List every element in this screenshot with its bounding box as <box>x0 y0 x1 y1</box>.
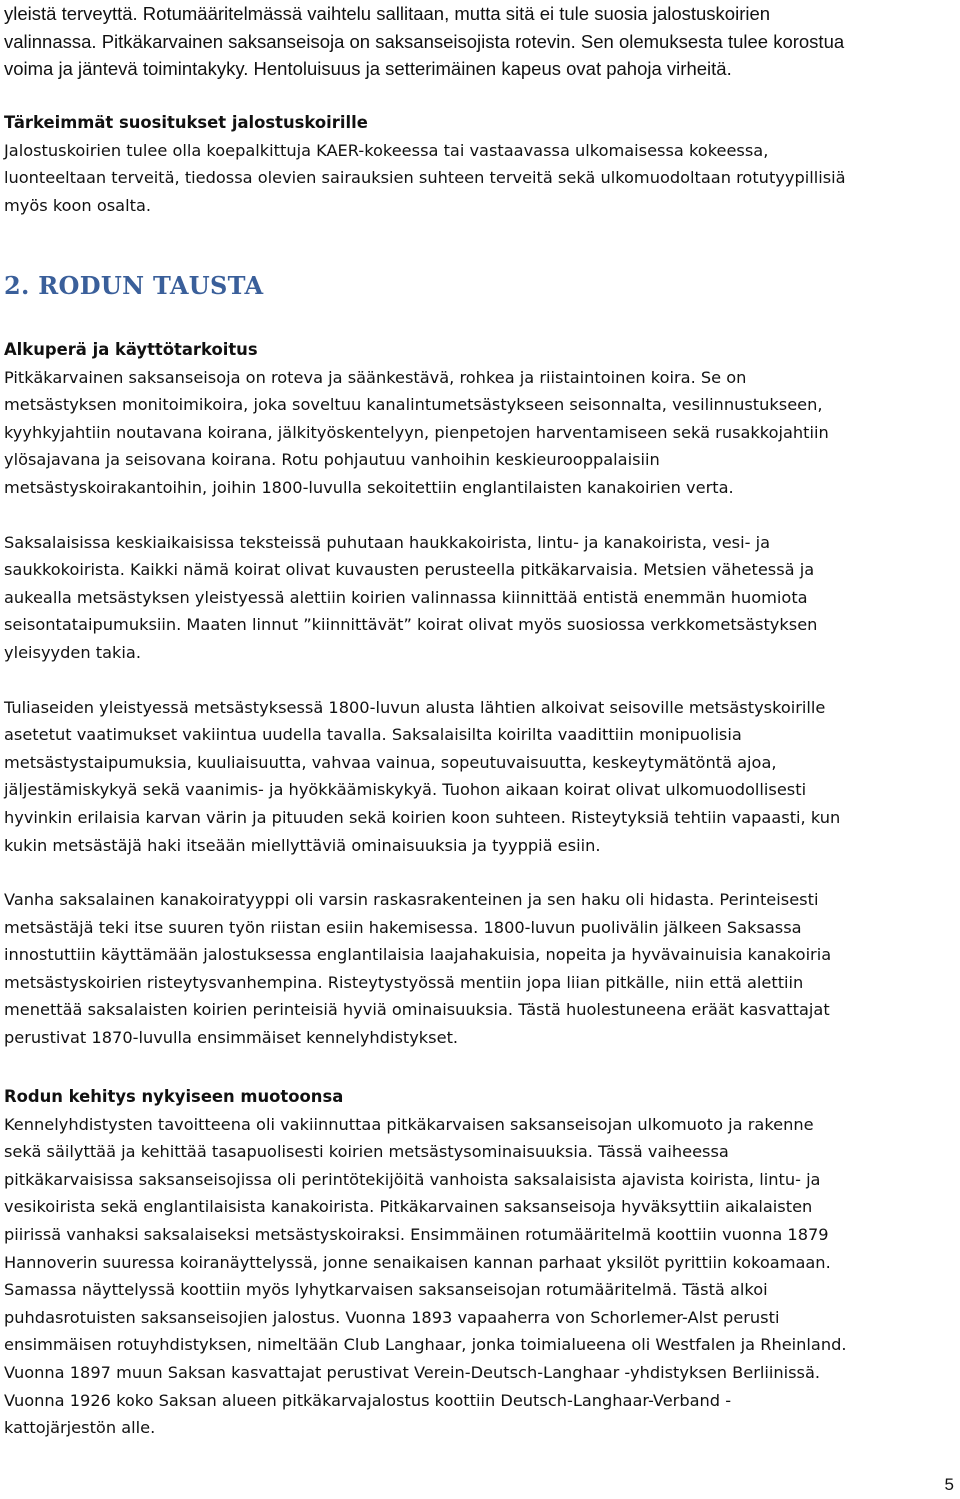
paragraph-line: kattojärjestön alle. <box>4 1418 156 1438</box>
origin-heading: Alkuperä ja käyttötarkoitus <box>4 340 258 359</box>
paragraph-line: ylösajavana ja seisovana koirana. Rotu pohjautuu vanhoihin keskieurooppalaisiin <box>4 450 660 470</box>
paragraph-line: Kennelyhdistysten tavoitteena oli vakiinnuttaa pitkäkarvaisen saksanseisojan ulkomuoto ja rakenne <box>4 1114 814 1134</box>
paragraph-line: metsästäjä teki itse suuren työn riistan esiin hakemisessa. 1800-luvun puolivälin jälkeen Saksassa <box>4 917 802 937</box>
page-number: 5 <box>944 1475 954 1494</box>
paragraph-line: saukkokoirista. Kaikki nämä koirat olivat kuvausten perusteella pitkäkarvaisia. Metsien vähetessä ja <box>4 560 815 580</box>
paragraph-line: Samassa näyttelyssä koottiin myös lyhytkarvaisen saksanseisojan rotumääritelmä. Tästä alkoi <box>4 1280 768 1300</box>
paragraph-line: metsästyksen monitoimikoira, joka soveltuu kanalintumetsästykseen seisonnalta, vesilinnustukseen, <box>4 395 823 415</box>
paragraph-line: Pitkäkarvainen saksanseisoja on roteva ja säänkestävä, rohkea ja riistaintoinen koira. Se on <box>4 367 747 387</box>
paragraph-line: ensimmäisen rotuyhdistyksen, nimeltään Club Langhaar, jonka toimialueena oli Westfalen ja Rheinland. <box>4 1335 847 1355</box>
paragraph-line: metsästyskoirakantoihin, joihin 1800-luvulla sekoitettiin englantilaisten kanakoirien verta. <box>4 477 734 497</box>
paragraph-line: Hannoverin suuressa koiranäyttelyssä, jonne senaikaisen kannan parhaat yksilöt pyrittiin kokoamaan. <box>4 1252 831 1272</box>
paragraph-line: pitkäkarvaisissa saksanseisojissa oli perintötekijöitä vanhoista saksalaisista ajavista koirista, lintu- ja <box>4 1169 821 1189</box>
paragraph-line: perustivat 1870-luvulla ensimmäiset kennelyhdistykset. <box>4 1028 459 1048</box>
origin-paragraph-1 <box>4 364 840 502</box>
paragraph-line: puhdasrotuisten saksanseisojien jalostus. Vuonna 1893 vapaaherra von Schorlemer-Alst perusti <box>4 1307 780 1327</box>
paragraph-line: hyvinkin erilaisia karvan värin ja pituuden sekä koirien koon suhteen. Risteytyksiä tehtiin vapaasti, kun <box>4 807 841 827</box>
paragraph-line: sekä säilyttää ja kehittää tasapuolisesti koirien metsästysominaisuuksia. Tässä vaiheessa <box>4 1142 729 1162</box>
paragraph-line: metsästyskoirien risteytysvanhempina. Risteytystyössä mentiin jopa liian pitkälle, niin että alettiin <box>4 972 804 992</box>
paragraph-line: menettää saksalaisten koirien perinteisiä hyviä ominaisuuksia. Tästä huolestuneena eräät kasvattajat <box>4 1000 830 1020</box>
paragraph-line: myös koon osalta. <box>4 195 152 215</box>
intro-paragraph <box>4 0 844 83</box>
origin-paragraph-4 <box>4 886 840 1052</box>
intro-line: voima ja jäntevä toimintakyky. Hentoluisuus ja setterimäinen kapeus ovat pahoja virheitä. <box>4 58 732 79</box>
paragraph-line: kyyhkyjahtiin noutavana koirana, jälkityöskentelyyn, pienpetojen harventamiseen sekä rusakkojahtiin <box>4 422 829 442</box>
paragraph-line: Vanha saksalainen kanakoiratyyppi oli varsin raskasrakenteinen ja sen haku oli hidasta. Perinteisesti <box>4 890 819 910</box>
paragraph-line: Saksalaisissa keskiaikaisissa teksteissä puhutaan haukkakoirista, lintu- ja kanakoirista, vesi- ja <box>4 532 771 552</box>
paragraph-line: metsästystaipumuksia, kuuliaisuutta, vahvaa vainua, sopeutuvaisuutta, keskeytymätöntä ajoa, <box>4 752 777 772</box>
paragraph-line: seisontataipumuksiin. Maaten linnut ”kiinnittävät” koirat olivat myös suosiossa verkkometsästyksen <box>4 615 818 635</box>
intro-line: valinnassa. Pitkäkarvainen saksanseisoja on saksanseisojista rotevin. Sen olemuksesta tulee korostua <box>4 30 845 52</box>
development-heading: Rodun kehitys nykyiseen muotoonsa <box>4 1087 344 1106</box>
paragraph-line: kukin metsästäjä haki itseään miellyttäviä ominaisuuksia ja tyyppiä esiin. <box>4 835 601 855</box>
origin-paragraph-3 <box>4 694 840 860</box>
paragraph-line: innostuttiin käyttämään jalostuksessa englantilaisia laajahakuisia, nopeita ja hyvävainuisia kanakoiria <box>4 945 832 965</box>
paragraph-line: Vuonna 1926 koko Saksan alueen pitkäkarvajalostus koottiin Deutsch-Langhaar-Verband - <box>4 1390 732 1410</box>
paragraph-line: aukealla metsästyksen yleistyessä alettiin koirien valinnassa kiinnittää entistä enemmän huomiota <box>4 587 808 607</box>
paragraph-line: luonteeltaan terveitä, tiedossa olevien sairauksien suhteen terveitä sekä ulkomuodoltaan rotutyypillisiä <box>4 168 846 188</box>
development-block <box>4 1083 847 1442</box>
recommendations-heading: Tärkeimmät suositukset jalostuskoirille <box>4 113 368 132</box>
paragraph-line: jäljestämiskykyä sekä vaanimis- ja hyökkäämiskykyä. Tuohon aikaan koirat olivat ulkomuodollisesti <box>4 780 807 800</box>
recommendations-block <box>4 109 846 219</box>
paragraph-line: asetetut vaatimukset vakiintua uudella tavalla. Saksalaisilta koirilta vaadittiin monipuolisia <box>4 725 742 745</box>
paragraph-line: Tuliaseiden yleistyessä metsästyksessä 1800-luvun alusta lähtien alkoivat seisoville metsästyskoirille <box>4 697 826 717</box>
paragraph-line: vesikoirista sekä englantilaisista kanakoirista. Pitkäkarvainen saksanseisoja hyväksyttiin aikalaisten <box>4 1197 813 1217</box>
origin-block <box>4 336 840 1052</box>
origin-paragraph-2 <box>4 529 840 667</box>
paragraph-line: yleisyyden takia. <box>4 642 141 662</box>
paragraph-line: Jalostuskoirien tulee olla koepalkittuja KAER-kokeessa tai vastaavassa ulkomaisessa kokeessa, <box>4 140 769 160</box>
paragraph-line: Vuonna 1897 muun Saksan kasvattajat perustivat Verein-Deutsch-Langhaar -yhdistyksen Berliinissä. <box>4 1362 821 1382</box>
paragraph-line: piirissä vanhaksi saksalaiseksi metsästyskoiraksi. Ensimmäinen rotumääritelmä koottiin vuonna 1879 <box>4 1224 829 1244</box>
intro-line: yleistä terveyttä. Rotumääritelmässä vaihtelu sallitaan, mutta sitä ei tule suosia jalostuskoirien <box>4 3 771 24</box>
section-title: 2. RODUN TAUSTA <box>4 271 264 300</box>
